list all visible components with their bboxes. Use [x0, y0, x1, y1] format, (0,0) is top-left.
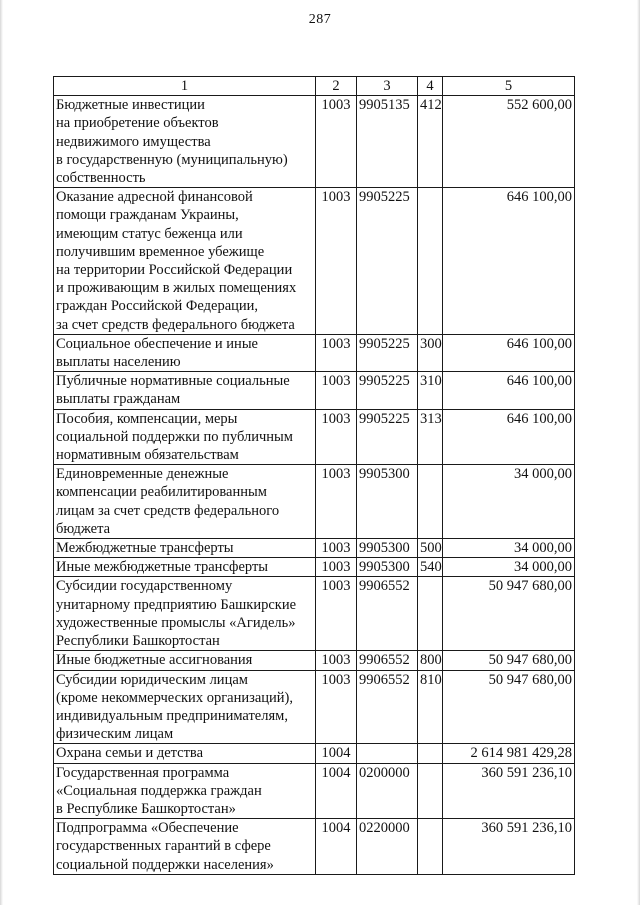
row-amount: 34 000,00 — [443, 558, 575, 577]
row-type-code: 810 — [418, 670, 443, 744]
header-col-4: 4 — [418, 77, 443, 96]
table-row — [54, 651, 575, 670]
row-amount: 34 000,00 — [443, 465, 575, 539]
row-section-code: 1004 — [316, 819, 357, 875]
table-row — [54, 670, 575, 744]
row-amount: 34 000,00 — [443, 539, 575, 558]
row-section-code: 1003 — [316, 577, 357, 651]
row-name: Оказание адресной финансовой помощи гражданам Украины, имеющим статус беженца или получившим временное убежище на территории Российской Федерации и проживающим в жилых помещениях граждан Российской Федерации, за счет средств федерального бюджета — [54, 188, 316, 335]
row-type-code: 412 — [418, 96, 443, 188]
row-type-code: 310 — [418, 372, 443, 409]
table-row — [54, 334, 575, 371]
row-amount: 50 947 680,00 — [443, 577, 575, 651]
row-name: Подпрограмма «Обеспечение государственных гарантий в сфере социальной поддержки населения» — [54, 819, 316, 875]
row-type-code: 800 — [418, 651, 443, 670]
row-target-code: 9905225 — [357, 188, 418, 335]
row-name: Социальное обеспечение и иные выплаты населению — [54, 334, 316, 371]
row-target-code: 9905300 — [357, 558, 418, 577]
row-type-code — [418, 763, 443, 819]
page-left-edge — [0, 0, 3, 905]
row-name: Бюджетные инвестиции на приобретение объектов недвижимого имущества в государственную (муниципальную) собственность — [54, 96, 316, 188]
row-target-code: 9906552 — [357, 670, 418, 744]
row-name: Иные бюджетные ассигнования — [54, 651, 316, 670]
table-row — [54, 188, 575, 335]
row-section-code: 1003 — [316, 409, 357, 465]
row-target-code: 0220000 — [357, 819, 418, 875]
header-col-3: 3 — [357, 77, 418, 96]
table-header-row — [54, 77, 575, 96]
table-row — [54, 539, 575, 558]
table-row — [54, 763, 575, 819]
header-col-5: 5 — [443, 77, 575, 96]
row-type-code: 300 — [418, 334, 443, 371]
row-name: Охрана семьи и детства — [54, 744, 316, 763]
table-row — [54, 372, 575, 409]
row-target-code: 9906552 — [357, 577, 418, 651]
row-type-code — [418, 465, 443, 539]
row-amount: 646 100,00 — [443, 372, 575, 409]
table-row — [54, 819, 575, 875]
row-section-code: 1003 — [316, 188, 357, 335]
row-name: Субсидии юридическим лицам (кроме некоммерческих организаций), индивидуальным предпринимателям, физическим лицам — [54, 670, 316, 744]
row-section-code: 1003 — [316, 558, 357, 577]
row-type-code — [418, 744, 443, 763]
row-amount: 360 591 236,10 — [443, 763, 575, 819]
row-target-code: 9905300 — [357, 465, 418, 539]
row-target-code: 9905225 — [357, 334, 418, 371]
table-row — [54, 744, 575, 763]
row-target-code: 9905135 — [357, 96, 418, 188]
row-section-code: 1004 — [316, 744, 357, 763]
row-name: Иные межбюджетные трансферты — [54, 558, 316, 577]
table-row — [54, 465, 575, 539]
row-name: Субсидии государственному унитарному предприятию Башкирские художественные промыслы «Агидель» Республики Башкортостан — [54, 577, 316, 651]
row-target-code: 9905300 — [357, 539, 418, 558]
row-amount: 50 947 680,00 — [443, 670, 575, 744]
row-type-code — [418, 819, 443, 875]
table-row — [54, 96, 575, 188]
row-section-code: 1003 — [316, 372, 357, 409]
row-amount: 646 100,00 — [443, 334, 575, 371]
row-section-code: 1003 — [316, 96, 357, 188]
row-target-code: 9905225 — [357, 409, 418, 465]
row-name: Государственная программа «Социальная поддержка граждан в Республике Башкортостан» — [54, 763, 316, 819]
header-col-1: 1 — [54, 77, 316, 96]
row-type-code: 313 — [418, 409, 443, 465]
row-name: Единовременные денежные компенсации реабилитированным лицам за счет средств федерального бюджета — [54, 465, 316, 539]
row-type-code — [418, 577, 443, 651]
table-row — [54, 577, 575, 651]
row-section-code: 1003 — [316, 539, 357, 558]
row-section-code: 1003 — [316, 651, 357, 670]
row-target-code: 9906552 — [357, 651, 418, 670]
table-row — [54, 558, 575, 577]
row-section-code: 1004 — [316, 763, 357, 819]
row-section-code: 1003 — [316, 670, 357, 744]
row-target-code: 9905225 — [357, 372, 418, 409]
row-target-code — [357, 744, 418, 763]
row-type-code: 500 — [418, 539, 443, 558]
row-name: Пособия, компенсации, меры социальной поддержки по публичным нормативным обязательствам — [54, 409, 316, 465]
row-name: Публичные нормативные социальные выплаты гражданам — [54, 372, 316, 409]
header-col-2: 2 — [316, 77, 357, 96]
row-amount: 360 591 236,10 — [443, 819, 575, 875]
row-name: Межбюджетные трансферты — [54, 539, 316, 558]
row-amount: 646 100,00 — [443, 188, 575, 335]
row-section-code: 1003 — [316, 334, 357, 371]
budget-allocation-table — [53, 76, 575, 875]
table-row — [54, 409, 575, 465]
row-section-code: 1003 — [316, 465, 357, 539]
row-amount: 646 100,00 — [443, 409, 575, 465]
page-number: 287 — [308, 12, 332, 27]
row-amount: 50 947 680,00 — [443, 651, 575, 670]
row-type-code: 540 — [418, 558, 443, 577]
row-target-code: 0200000 — [357, 763, 418, 819]
row-amount: 2 614 981 429,28 — [443, 744, 575, 763]
row-type-code — [418, 188, 443, 335]
row-amount: 552 600,00 — [443, 96, 575, 188]
